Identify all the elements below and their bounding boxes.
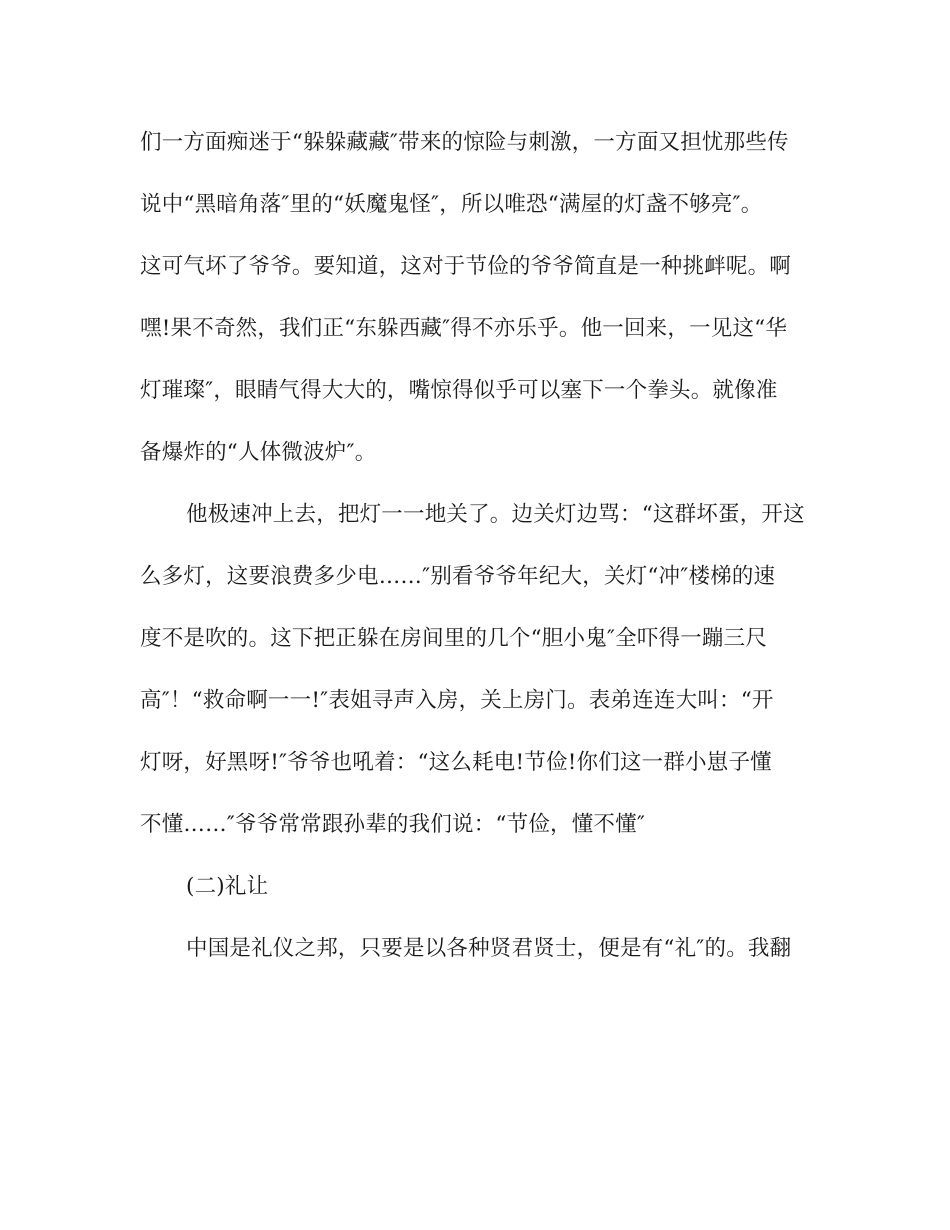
text-line: 嘿!果不奇然，我们正“东躲西藏″得不亦乐乎。他一回来，一见这“华 <box>140 316 788 341</box>
text-line: 度不是吹的。这下把正躲在房间里的几个“胆小鬼″全吓得一蹦三尺 <box>140 626 768 651</box>
text-line: 说中“黑暗角落″里的“妖魔鬼怪″，所以唯恐“满屋的灯盏不够亮″。 <box>140 192 763 217</box>
text-line: 们一方面痴迷于“躲躲藏藏″带来的惊险与刺激，一方面又担忧那些传 <box>140 130 789 155</box>
text-line: 灯呀，好黑呀!″爷爷也吼着：“这么耗电!节俭!你们这一群小崽子懂 <box>140 750 772 775</box>
text-line: 灯璀璨″，眼睛气得大大的，嘴惊得似乎可以塞下一个拳头。就像准 <box>140 378 778 403</box>
paragraph-first-line: 中国是礼仪之邦，只要是以各种贤君贤士，便是有“礼″的。我翻 <box>186 936 792 961</box>
paragraph-first-line: 他极速冲上去，把灯一一地关了。边关灯边骂：“这群坏蛋，开这 <box>186 502 805 527</box>
text-line: 不懂……″爷爷常常跟孙辈的我们说：“节俭，懂不懂″ <box>140 812 646 837</box>
text-line: 这可气坏了爷爷。要知道，这对于节俭的爷爷简直是一种挑衅呢。啊 <box>140 254 792 279</box>
section-heading: (二)礼让 <box>186 874 269 899</box>
text-line: 备爆炸的“人体微波炉″。 <box>140 440 377 465</box>
text-line: 么多灯，这要浪费多少电……″别看爷爷年纪大，关灯“冲″楼梯的速 <box>140 564 776 589</box>
text-line: 高″！“救命啊一一!″表姐寻声入房，关上房门。表弟连连大叫：“开 <box>140 688 774 713</box>
